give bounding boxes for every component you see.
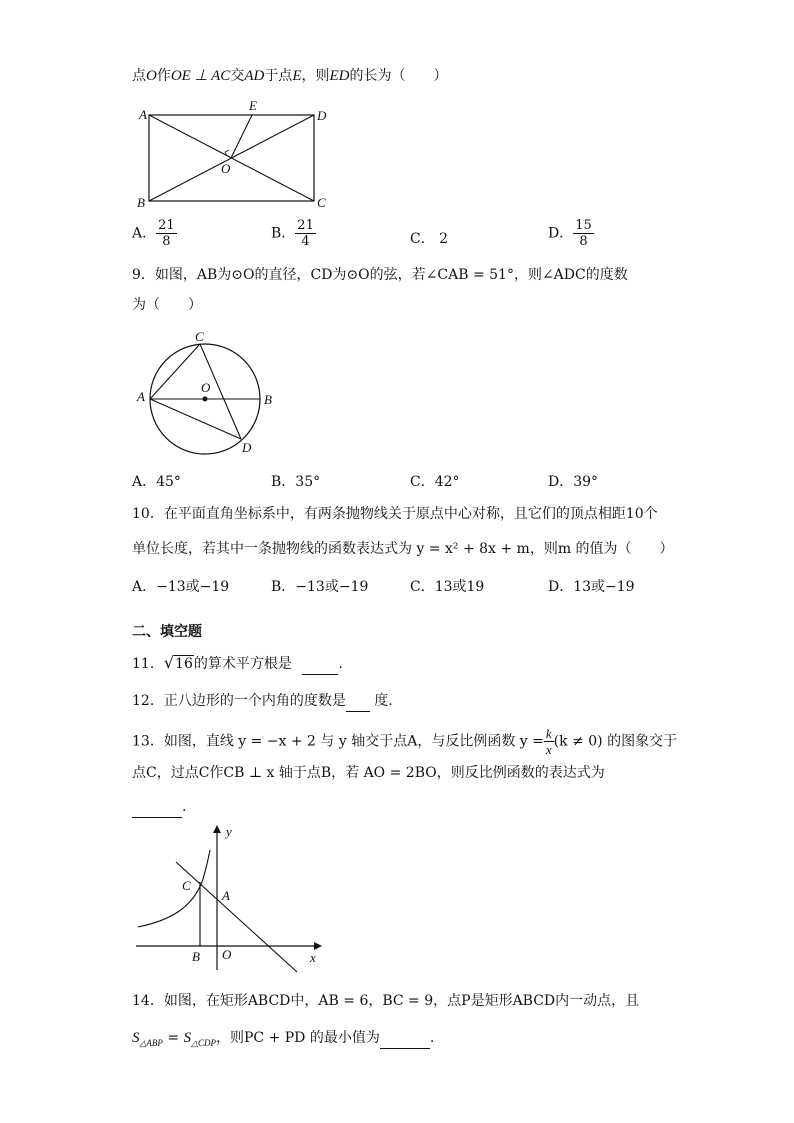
q11-answer-blank[interactable] bbox=[302, 654, 338, 675]
fraction: $\frac{21}{8}$ bbox=[158, 218, 175, 249]
q9-stem-line2: 为（ ） bbox=[132, 297, 202, 313]
label-a: A bbox=[137, 389, 145, 404]
q8-option-a[interactable]: A． $\frac{21}{8}$ bbox=[132, 218, 175, 249]
label-c: C bbox=[317, 195, 326, 210]
y-axis-arrow bbox=[213, 825, 221, 833]
chord-ad bbox=[150, 399, 241, 439]
q10-option-d[interactable]: D．13或−19 bbox=[548, 579, 635, 595]
label-a: A bbox=[139, 107, 147, 122]
label-d: D bbox=[317, 108, 327, 123]
sqrt-sign: √ bbox=[163, 653, 175, 672]
q12-stem: 12．正八边形的一个内角的度数是 度. bbox=[132, 691, 393, 712]
label-e: E bbox=[249, 98, 257, 113]
label-y: y bbox=[226, 824, 232, 839]
q9-option-b[interactable]: B．35° bbox=[271, 474, 321, 490]
label-o: O bbox=[201, 380, 211, 395]
q10-stem-line2: 单位长度，若其中一条抛物线的函数表达式为 y = x² + 8x + m，则m 的值为（ ） bbox=[132, 541, 674, 557]
label-a: A bbox=[222, 888, 230, 903]
q9-circle-figure bbox=[132, 328, 282, 458]
fraction: $\frac{15}{8}$ bbox=[575, 218, 592, 249]
q8-option-b[interactable]: B． $\frac{21}{4}$ bbox=[271, 218, 314, 249]
label-b: B bbox=[137, 195, 145, 210]
label-o: O bbox=[222, 947, 232, 962]
x-axis-arrow bbox=[314, 942, 322, 950]
q14-answer-blank[interactable] bbox=[380, 1028, 430, 1049]
q9-option-c[interactable]: C．42° bbox=[410, 474, 460, 490]
fraction: $\frac{21}{4}$ bbox=[297, 218, 314, 249]
q13-answer-line: . bbox=[132, 797, 186, 818]
q9-stem-line1: 9．如图，AB为⊙O的直径，CD为⊙O的弦，若∠CAB = 51°，则∠ADC的度数 bbox=[132, 267, 628, 283]
q10-option-c[interactable]: C．13或19 bbox=[410, 579, 485, 595]
q13-graph-figure bbox=[132, 822, 332, 974]
label-b: B bbox=[264, 392, 272, 407]
q8-rectangle-figure bbox=[132, 95, 332, 210]
q9-option-a[interactable]: A．45° bbox=[132, 474, 181, 490]
q13-stem-line1: 13．如图，直线 y = −x + 2 与 y 轴交于点A，与反比例函数 y = $\frac{k}{x}$ (k ≠ 0) 的图象交于 bbox=[132, 726, 678, 757]
q10-stem-line1: 10．在平面直角坐标系中，有两条抛物线关于原点中心对称，且它们的顶点相距10个 bbox=[132, 506, 658, 522]
fraction-k-over-x: $\frac{k}{x}$ bbox=[545, 726, 552, 757]
q14-stem-line1: 14．如图，在矩形ABCD中，AB = 6，BC = 9，点P是矩形ABCD内一动点，且 bbox=[132, 993, 640, 1009]
q12-answer-blank[interactable] bbox=[346, 691, 370, 712]
hyperbola-branch bbox=[138, 850, 210, 927]
q10-option-a[interactable]: A．−13或−19 bbox=[132, 579, 230, 595]
label-x: x bbox=[310, 950, 316, 965]
q10-option-b[interactable]: B．−13或−19 bbox=[271, 579, 369, 595]
q13-answer-blank[interactable] bbox=[132, 797, 182, 818]
q13-stem-line2: 点C，过点C作CB ⊥ x 轴于点B，若 AO = 2BO，则反比例函数的表达式为 bbox=[132, 765, 605, 781]
center-point bbox=[203, 397, 208, 402]
label-d: D bbox=[242, 440, 252, 455]
q8-option-c[interactable]: C． 2 bbox=[410, 231, 449, 247]
q8-option-d[interactable]: D． $\frac{15}{8}$ bbox=[548, 218, 592, 249]
label-c: C bbox=[182, 878, 191, 893]
q11-stem: 11．√16的算术平方根是 . bbox=[132, 653, 343, 675]
label-b: B bbox=[192, 949, 200, 964]
label-c: C bbox=[195, 329, 204, 344]
q9-option-d[interactable]: D．39° bbox=[548, 474, 599, 490]
q8-stem: 点O作OE ⊥ AC交AD于点E，则ED的长为（ ） bbox=[132, 68, 448, 84]
segment-oe bbox=[231, 115, 252, 158]
label-o: O bbox=[221, 161, 231, 176]
q14-stem-line2: $S_{\triangle ABP} = S_{\triangle CDP}$，则PC + PD 的最小值为 . bbox=[132, 1030, 435, 1048]
section-title-fill-in: 二、填空题 bbox=[132, 624, 202, 640]
